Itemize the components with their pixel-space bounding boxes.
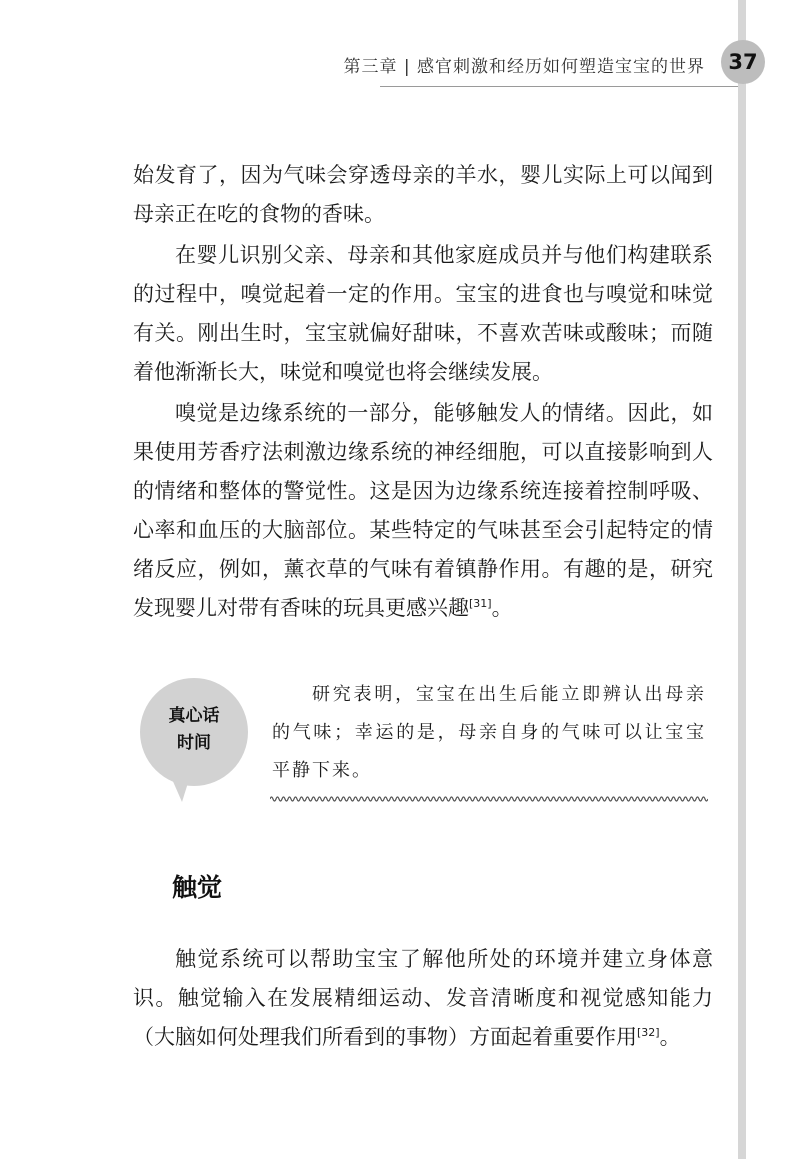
body-paragraph-1: [133, 156, 713, 234]
body-paragraph-3: [133, 394, 713, 628]
callout-wavy-divider: [270, 794, 708, 804]
body-paragraph-2: [133, 236, 713, 392]
body-paragraph-3-end: 。: [491, 596, 513, 620]
section-paragraph-1-text: 触觉系统可以帮助宝宝了解他所处的环境并建立身体意识。触觉输入在发展精细运动、发音清晰度和视觉感知能力（大脑如何处理我们所看到的事物）方面起着重要作用: [133, 947, 713, 1049]
page-number: 37: [721, 40, 765, 84]
citation-32: [32]: [637, 1026, 660, 1039]
speech-bubble-tail: [168, 770, 208, 810]
section-heading: 触觉: [172, 873, 223, 902]
section-paragraph-1-end: 。: [659, 1025, 681, 1049]
callout-label-line-2: 时间: [177, 733, 211, 753]
body-paragraph-1-text: 始发育了，因为气味会穿透母亲的羊水，婴儿实际上可以闻到母亲正在吃的食物的香味。: [133, 163, 713, 226]
callout-label-line-1: 真心话: [168, 706, 220, 726]
page-edge-strip: [738, 0, 746, 1159]
body-paragraph-3-text: 嗅觉是边缘系统的一部分，能够触发人的情绪。因此，如果使用芳香疗法刺激边缘系统的神经细胞，可以直接影响到人的情绪和整体的警觉性。这是因为边缘系统连接着控制呼吸、心率和血压的大脑部位。某些特定的气味甚至会引起特定的情绪反应，例如，薰衣草的气味有着镇静作用。有趣的是，研究发现婴儿对带有香味的玩具更感兴趣: [133, 401, 713, 620]
page-header: [0, 0, 800, 100]
header-rule: [380, 86, 738, 87]
section-paragraph-1: [133, 940, 713, 1057]
callout-label: [140, 703, 248, 757]
callout-text: 研究表明，宝宝在出生后能立即辨认出母亲的气味；幸运的是，母亲自身的气味可以让宝宝平静下来。: [272, 684, 706, 781]
citation-31: [31]: [469, 597, 492, 610]
chapter-title: 第三章 | 感官刺激和经历如何塑造宝宝的世界: [343, 57, 705, 77]
body-paragraph-2-text: 在婴儿识别父亲、母亲和其他家庭成员并与他们构建联系的过程中，嗅觉起着一定的作用。宝宝的进食也与嗅觉和味觉有关。刚出生时，宝宝就偏好甜味，不喜欢苦味或酸味；而随着他渐渐长大，味觉和嗅觉也将会继续发展。: [133, 243, 713, 384]
